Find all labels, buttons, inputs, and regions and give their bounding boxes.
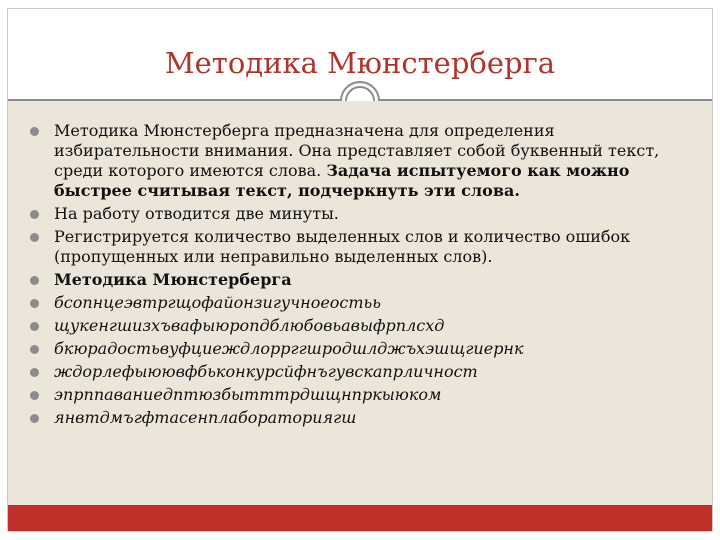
bullet-icon bbox=[30, 233, 39, 242]
slide-title: Методика Мюнстерберга bbox=[164, 46, 556, 80]
bullet-item-description bbox=[30, 121, 700, 201]
letter-row bbox=[30, 385, 700, 405]
bullet-icon bbox=[30, 345, 39, 354]
bullet-icon bbox=[30, 276, 39, 285]
bullet-icon bbox=[30, 127, 39, 136]
time-text: На работу отводится две минуты. bbox=[54, 204, 339, 223]
bullet-item-method-heading bbox=[30, 270, 700, 290]
content-area bbox=[8, 101, 712, 505]
bullet-icon bbox=[30, 414, 39, 423]
registration-text: Регистрируется количество выделенных слов и количество ошибок (пропущенных или неправильно выделенных слов). bbox=[54, 227, 631, 266]
letter-row bbox=[30, 293, 700, 313]
bullet-icon bbox=[30, 210, 39, 219]
letter-row bbox=[30, 362, 700, 382]
slide bbox=[7, 8, 713, 532]
method-heading: Методика Мюнстерберга bbox=[54, 270, 292, 289]
letter-row bbox=[30, 316, 700, 336]
letter-row bbox=[30, 408, 700, 428]
bullet-item-registration bbox=[30, 227, 700, 267]
letter-row-text: янвтдмъгфтасенплабораториягш bbox=[54, 408, 357, 427]
bullet-icon bbox=[30, 322, 39, 331]
letter-row-text: бкюрадостьвуфциеждлоррггшродшлджъхэшщгиернк bbox=[54, 339, 524, 358]
letter-row-text: эпрппаваниедптюзбытттрдшщнпркыюком bbox=[54, 385, 442, 404]
letter-row-text: щукенгшизхъвафыюропдблюбовьавыфрплсхд bbox=[54, 316, 445, 335]
letter-row-text: ждорлефыюювфбьконкурсйфнъгувскапрличност bbox=[54, 362, 478, 381]
letter-row bbox=[30, 339, 700, 359]
description-text: Методика Мюнстерберга предназначена для определения избирательности внимания. Она представляет собой буквенный текст, среди которого имеются слова. bbox=[54, 121, 660, 180]
bullet-icon bbox=[30, 299, 39, 308]
bullet-icon bbox=[30, 368, 39, 377]
bullet-item-time bbox=[30, 204, 700, 224]
bullet-icon bbox=[30, 391, 39, 400]
task-text: Задача испытуемого как можно быстрее считывая текст, подчеркнуть эти слова. bbox=[54, 161, 630, 200]
letter-row-text: бсопнцеэвтргщофайонзигучноеостьь bbox=[54, 293, 381, 312]
bullet-list bbox=[30, 121, 700, 431]
bottom-accent-bar bbox=[8, 505, 712, 531]
